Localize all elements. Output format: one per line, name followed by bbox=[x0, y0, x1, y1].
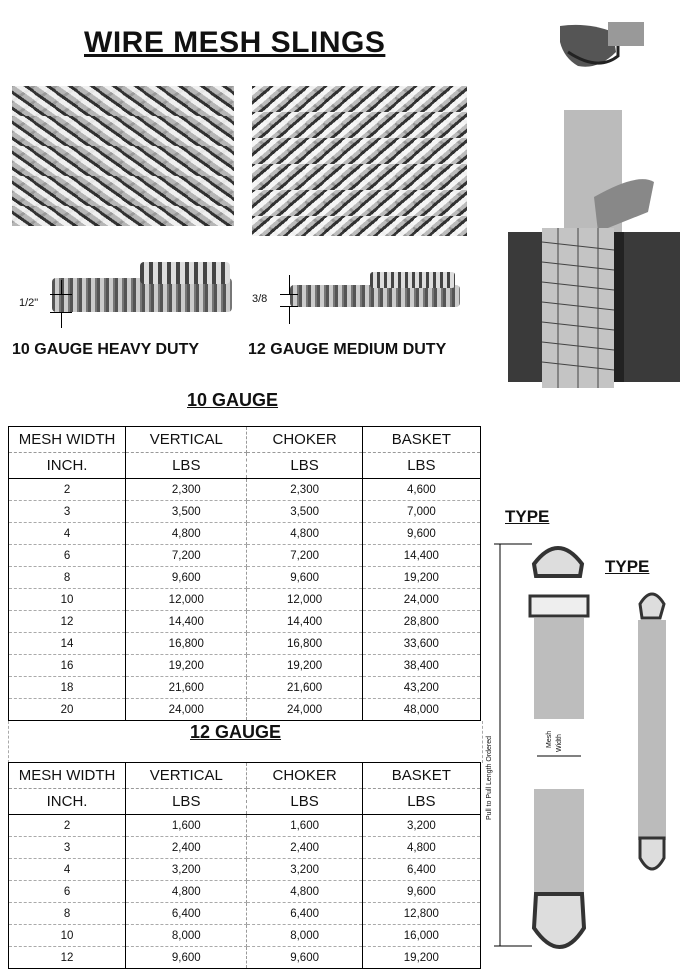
basket-cell: 43,200 bbox=[362, 677, 480, 699]
col-unit-lbs: LBS bbox=[247, 789, 362, 815]
col-unit-inch: INCH. bbox=[9, 453, 126, 479]
table-row bbox=[9, 589, 481, 611]
mesh-width-cell: 6 bbox=[9, 881, 126, 903]
choker-cell: 8,000 bbox=[247, 925, 362, 947]
sling-in-use-photo bbox=[498, 22, 680, 390]
heavy-dimension: 1/2" bbox=[19, 297, 39, 309]
mesh-width-cell: 14 bbox=[9, 633, 126, 655]
choker-cell: 3,500 bbox=[247, 501, 362, 523]
vertical-cell: 12,000 bbox=[126, 589, 247, 611]
table-row bbox=[9, 611, 481, 633]
vertical-cell: 2,300 bbox=[126, 479, 247, 501]
mesh-width-cell: 8 bbox=[9, 903, 126, 925]
basket-cell: 4,600 bbox=[362, 479, 480, 501]
basket-cell: 14,400 bbox=[362, 545, 480, 567]
table-row bbox=[9, 859, 481, 881]
choker-cell: 16,800 bbox=[247, 633, 362, 655]
choker-cell: 6,400 bbox=[247, 903, 362, 925]
medium-mesh-edge-top bbox=[370, 272, 455, 288]
basket-cell: 24,000 bbox=[362, 589, 480, 611]
gauge10-table bbox=[8, 426, 481, 721]
vertical-cell: 1,600 bbox=[126, 815, 247, 837]
vertical-cell: 3,200 bbox=[126, 859, 247, 881]
table-row bbox=[9, 545, 481, 567]
basket-cell: 48,000 bbox=[403, 703, 439, 716]
choker-cell: 7,200 bbox=[247, 545, 362, 567]
heavy-duty-label: 10 GAUGE HEAVY DUTY bbox=[12, 341, 200, 358]
table-row bbox=[9, 523, 481, 545]
gauge10-title: 10 GAUGE bbox=[187, 390, 279, 410]
vertical-cell: 9,600 bbox=[126, 947, 247, 969]
basket-cell: 19,200 bbox=[403, 951, 439, 964]
col-unit-lbs: LBS bbox=[247, 453, 362, 479]
type-label-large: TYPE bbox=[505, 507, 550, 526]
mesh-width-cell: 2 bbox=[9, 479, 126, 501]
choker-cell: 24,000 bbox=[247, 699, 362, 721]
vertical-cell: 7,200 bbox=[126, 545, 247, 567]
col-header-vertical: VERTICAL bbox=[126, 763, 247, 789]
length-label-text: Pull to Pull Length Ordered bbox=[486, 735, 493, 820]
choker-cell: 2,400 bbox=[247, 837, 362, 859]
mesh-width-cell: 3 bbox=[9, 501, 126, 523]
heavy-dim-arrow-bottom bbox=[61, 312, 62, 328]
table-row bbox=[9, 677, 481, 699]
col-unit-lbs: LBS bbox=[126, 789, 247, 815]
choker-cell: 14,400 bbox=[247, 611, 362, 633]
choker-cell: 4,800 bbox=[247, 523, 362, 545]
mesh-width-cell: 6 bbox=[9, 545, 126, 567]
mesh-width-cell: 10 bbox=[9, 589, 126, 611]
table-row bbox=[9, 501, 481, 523]
choker-cell: 21,600 bbox=[247, 677, 362, 699]
table-row bbox=[9, 947, 481, 969]
basket-cell: 16,000 bbox=[362, 925, 480, 947]
basket-cell: 4,800 bbox=[362, 837, 480, 859]
medium-dim-tick-top bbox=[280, 294, 298, 295]
table-row bbox=[9, 815, 481, 837]
col-unit-inch: INCH. bbox=[9, 789, 126, 815]
choker-cell: 19,200 bbox=[247, 655, 362, 677]
medium-dim-arrow-top bbox=[289, 275, 290, 294]
col-header-basket: BASKET bbox=[362, 763, 480, 789]
table-row bbox=[9, 881, 481, 903]
medium-mesh-edge-image bbox=[290, 285, 460, 307]
mesh-width-cell: 12 bbox=[9, 611, 126, 633]
heavy-mesh-edge-top bbox=[140, 262, 230, 284]
mesh-width-cell: 20 bbox=[9, 699, 126, 721]
mesh-width-cell: 18 bbox=[9, 677, 126, 699]
heavy-mesh-photo bbox=[12, 86, 234, 226]
col-unit-lbs: LBS bbox=[362, 453, 480, 479]
table-row bbox=[9, 567, 481, 589]
basket-cell: 38,400 bbox=[362, 655, 480, 677]
page-title: WIRE MESH SLINGS bbox=[84, 26, 386, 59]
table-row bbox=[9, 479, 481, 501]
vertical-cell: 4,800 bbox=[126, 881, 247, 903]
basket-cell: 33,600 bbox=[362, 633, 480, 655]
basket-cell: 9,600 bbox=[362, 523, 480, 545]
medium-duty-label: 12 GAUGE MEDIUM DUTY bbox=[248, 341, 447, 358]
choker-cell: 2,300 bbox=[247, 479, 362, 501]
basket-cell: 12,800 bbox=[362, 903, 480, 925]
medium-mesh-photo bbox=[252, 86, 467, 236]
choker-cell: 1,600 bbox=[247, 815, 362, 837]
width-label-2: Width bbox=[556, 734, 563, 752]
basket-cell: 7,000 bbox=[362, 501, 480, 523]
gauge12-title: 12 GAUGE bbox=[190, 722, 282, 742]
mesh-width-cell: 3 bbox=[9, 837, 126, 859]
vertical-cell: 16,800 bbox=[126, 633, 247, 655]
col-header-choker: CHOKER bbox=[247, 763, 362, 789]
vertical-cell: 21,600 bbox=[126, 677, 247, 699]
table-row bbox=[9, 837, 481, 859]
vertical-cell: 4,800 bbox=[126, 523, 247, 545]
basket-cell: 9,600 bbox=[362, 881, 480, 903]
vertical-cell: 6,400 bbox=[126, 903, 247, 925]
mesh-width-cell: 2 bbox=[9, 815, 126, 837]
table-row bbox=[9, 925, 481, 947]
vertical-cell: 3,500 bbox=[126, 501, 247, 523]
basket-cell: 6,400 bbox=[362, 859, 480, 881]
basket-cell: 19,200 bbox=[362, 567, 480, 589]
gauge12-table bbox=[8, 762, 481, 969]
table-row bbox=[9, 655, 481, 677]
heavy-dim-tick-top bbox=[50, 294, 72, 295]
mesh-width-cell: 16 bbox=[9, 655, 126, 677]
table-row bbox=[9, 903, 481, 925]
basket-cell: 28,800 bbox=[362, 611, 480, 633]
length-label bbox=[486, 666, 493, 820]
medium-dimension: 3/8 bbox=[252, 293, 268, 305]
width-label-1: Mesh bbox=[546, 730, 553, 748]
vertical-cell: 19,200 bbox=[126, 655, 247, 677]
choker-cell: 4,800 bbox=[247, 881, 362, 903]
vertical-cell: 8,000 bbox=[126, 925, 247, 947]
mesh-width-cell: 10 bbox=[9, 925, 126, 947]
mesh-width-cell: 4 bbox=[9, 859, 126, 881]
vertical-cell: 24,000 bbox=[126, 699, 247, 721]
col-header-basket: BASKET bbox=[362, 427, 480, 453]
choker-cell: 12,000 bbox=[247, 589, 362, 611]
vertical-cell: 2,400 bbox=[126, 837, 247, 859]
vertical-cell: 14,400 bbox=[126, 611, 247, 633]
col-unit-lbs: LBS bbox=[362, 789, 480, 815]
table-row bbox=[9, 633, 481, 655]
type-label-small: TYPE bbox=[605, 557, 650, 576]
heavy-dim-arrow-top bbox=[61, 280, 62, 294]
mesh-width-cell: 4 bbox=[9, 523, 126, 545]
col-header-vertical: VERTICAL bbox=[126, 427, 247, 453]
choker-cell: 9,600 bbox=[247, 567, 362, 589]
basket-cell: 3,200 bbox=[362, 815, 480, 837]
medium-dim-arrow-bottom bbox=[289, 306, 290, 324]
choker-cell: 9,600 bbox=[247, 947, 362, 969]
col-unit-lbs: LBS bbox=[126, 453, 247, 479]
col-header-mesh-width: MESH WIDTH bbox=[9, 763, 126, 789]
col-header-choker: CHOKER bbox=[247, 427, 362, 453]
table-row bbox=[9, 699, 481, 721]
vertical-cell: 9,600 bbox=[126, 567, 247, 589]
choker-cell: 3,200 bbox=[247, 859, 362, 881]
col-header-mesh-width: MESH WIDTH bbox=[9, 427, 126, 453]
mesh-width-cell: 12 bbox=[9, 947, 126, 969]
sling-type-diagram bbox=[492, 534, 682, 964]
mesh-width-cell: 8 bbox=[9, 567, 126, 589]
